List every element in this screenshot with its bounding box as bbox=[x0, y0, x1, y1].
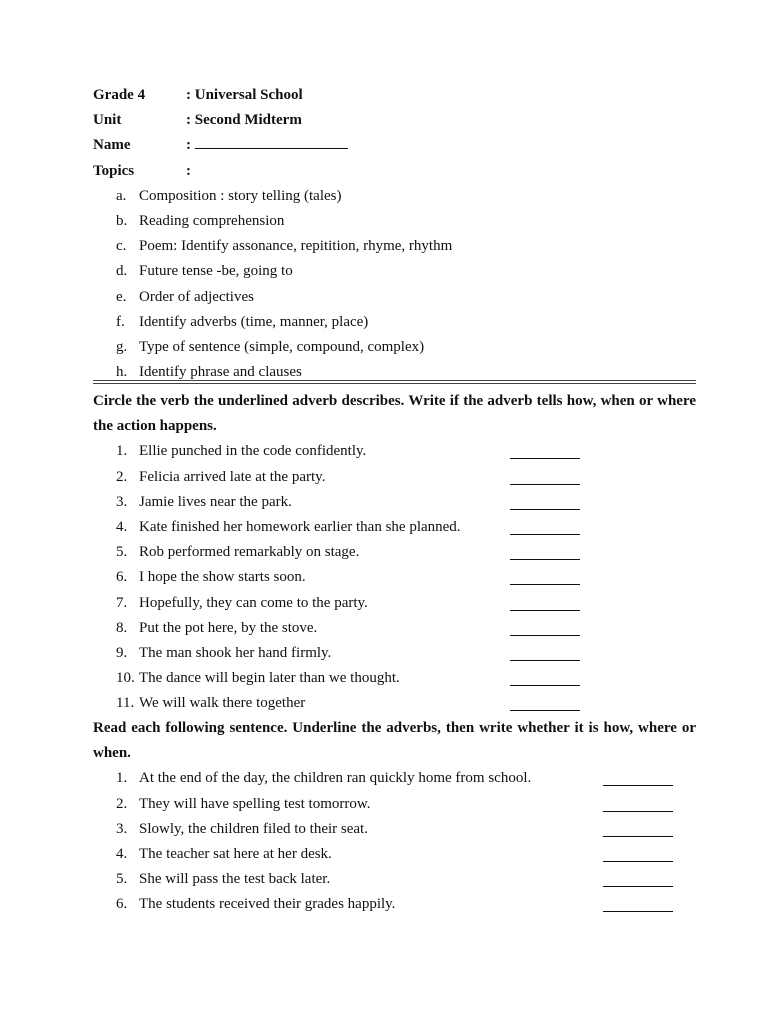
topics-colon: : bbox=[186, 162, 191, 179]
answer-blank[interactable] bbox=[510, 546, 580, 560]
topic-marker: d. bbox=[116, 263, 128, 280]
list-item bbox=[93, 335, 696, 360]
item-sentence: The students received their grades happily. bbox=[139, 896, 396, 913]
item-number: 1. bbox=[116, 443, 128, 460]
adverb-section-one bbox=[93, 389, 696, 716]
item-number: 3. bbox=[116, 820, 128, 837]
answer-blank[interactable] bbox=[603, 823, 673, 837]
list-item bbox=[93, 490, 696, 515]
item-sentence: The dance will begin later than we thought. bbox=[139, 670, 400, 687]
answer-blank[interactable] bbox=[510, 647, 580, 661]
list-item bbox=[93, 184, 696, 209]
answer-blank[interactable] bbox=[510, 697, 580, 711]
list-item bbox=[93, 234, 696, 259]
answer-blank[interactable] bbox=[510, 521, 580, 535]
list-item bbox=[93, 259, 696, 284]
header-row-topics bbox=[93, 159, 696, 184]
list-item bbox=[93, 892, 696, 917]
item-number: 5. bbox=[116, 544, 128, 561]
item-sentence: She will pass the test back later. bbox=[139, 871, 331, 888]
item-number: 11. bbox=[116, 695, 135, 712]
answer-blank[interactable] bbox=[510, 597, 580, 611]
school-value: : Universal School bbox=[186, 87, 303, 103]
item-sentence: Hopefully, they can come to the party. bbox=[139, 594, 368, 611]
topic-text: Poem: Identify assonance, repitition, rhyme, rhythm bbox=[139, 238, 453, 255]
name-blank-line[interactable] bbox=[195, 134, 348, 149]
item-number: 10. bbox=[116, 670, 135, 687]
topics-list bbox=[93, 184, 696, 386]
header-row-name bbox=[93, 133, 696, 158]
list-item bbox=[93, 792, 696, 817]
item-number: 4. bbox=[116, 845, 128, 862]
item-sentence: Put the pot here, by the stove. bbox=[139, 619, 318, 636]
list-item bbox=[93, 616, 696, 641]
list-item bbox=[93, 591, 696, 616]
grade-label: Grade 4 bbox=[93, 87, 146, 103]
item-sentence: The man shook her hand firmly. bbox=[139, 644, 332, 661]
item-sentence: Slowly, the children filed to their seat. bbox=[139, 820, 368, 837]
unit-value: : Second Midterm bbox=[186, 112, 302, 129]
header-block bbox=[93, 83, 696, 184]
answer-blank[interactable] bbox=[603, 798, 673, 812]
worksheet-page bbox=[93, 83, 696, 913]
list-item bbox=[93, 515, 696, 540]
item-number: 1. bbox=[116, 770, 128, 787]
topic-text: Type of sentence (simple, compound, complex) bbox=[139, 338, 425, 355]
topic-text: Identify adverbs (time, manner, place) bbox=[139, 313, 369, 330]
list-item bbox=[93, 439, 696, 464]
item-number: 6. bbox=[116, 569, 128, 586]
list-item bbox=[93, 842, 696, 867]
list-item bbox=[93, 565, 696, 590]
item-sentence: The teacher sat here at her desk. bbox=[139, 845, 332, 862]
adverb-section-two bbox=[93, 716, 696, 918]
list-item bbox=[93, 465, 696, 490]
answer-blank[interactable] bbox=[510, 571, 580, 585]
item-number: 4. bbox=[116, 518, 128, 535]
section-one-instructions: Circle the verb the underlined adverb describes. Write if the adverb tells how, when or where the action happens. bbox=[93, 393, 696, 435]
answer-blank[interactable] bbox=[603, 898, 673, 912]
list-item bbox=[93, 209, 696, 234]
item-sentence: Ellie punched in the code confidently. bbox=[139, 443, 367, 460]
item-sentence: Jamie lives near the park. bbox=[139, 493, 292, 510]
topic-text: Order of adjectives bbox=[139, 288, 254, 305]
item-number: 8. bbox=[116, 619, 128, 636]
item-sentence: Rob performed remarkably on stage. bbox=[139, 544, 360, 561]
answer-blank[interactable] bbox=[510, 471, 580, 485]
answer-blank[interactable] bbox=[510, 445, 580, 459]
item-sentence: I hope the show starts soon. bbox=[139, 569, 306, 586]
answer-blank[interactable] bbox=[510, 622, 580, 636]
topic-marker: e. bbox=[116, 288, 127, 305]
topic-marker: h. bbox=[116, 364, 128, 381]
name-colon: : bbox=[186, 137, 191, 154]
answer-blank[interactable] bbox=[603, 848, 673, 862]
unit-label: Unit bbox=[93, 112, 122, 129]
item-number: 2. bbox=[116, 795, 128, 812]
topic-marker: b. bbox=[116, 212, 128, 229]
list-item bbox=[93, 641, 696, 666]
topic-text: Composition : story telling (tales) bbox=[139, 187, 342, 204]
item-number: 9. bbox=[116, 644, 128, 661]
topics-label: Topics bbox=[93, 162, 135, 179]
item-sentence: We will walk there together bbox=[139, 695, 306, 712]
list-item bbox=[93, 817, 696, 842]
item-sentence: Felicia arrived late at the party. bbox=[139, 468, 326, 485]
list-item bbox=[93, 310, 696, 335]
answer-blank[interactable] bbox=[603, 873, 673, 887]
item-number: 5. bbox=[116, 871, 128, 888]
item-sentence: Kate finished her homework earlier than she planned. bbox=[139, 518, 461, 535]
name-label: Name bbox=[93, 137, 131, 154]
topic-text: Future tense -be, going to bbox=[139, 263, 293, 280]
section-divider bbox=[93, 380, 696, 381]
topic-marker: c. bbox=[116, 238, 127, 255]
list-item bbox=[93, 666, 696, 691]
answer-blank[interactable] bbox=[603, 772, 673, 786]
list-item bbox=[93, 766, 696, 791]
list-item bbox=[93, 285, 696, 310]
list-item bbox=[93, 540, 696, 565]
header-row-unit bbox=[93, 108, 696, 133]
list-item bbox=[93, 867, 696, 892]
header-row-grade bbox=[93, 83, 696, 108]
list-item bbox=[93, 691, 696, 716]
item-number: 3. bbox=[116, 493, 128, 510]
item-number: 7. bbox=[116, 594, 128, 611]
item-sentence: They will have spelling test tomorrow. bbox=[139, 795, 371, 812]
topic-text: Identify phrase and clauses bbox=[139, 364, 302, 381]
list-item bbox=[93, 360, 696, 385]
section-divider-secondary bbox=[93, 383, 696, 384]
answer-blank[interactable] bbox=[510, 496, 580, 510]
section-two-instructions: Read each following sentence. Underline the adverbs, then write whether it is how, where or when. bbox=[93, 720, 696, 762]
item-sentence: At the end of the day, the children ran quickly home from school. bbox=[139, 770, 532, 787]
topic-marker: g. bbox=[116, 338, 128, 355]
item-number: 2. bbox=[116, 468, 128, 485]
item-number: 6. bbox=[116, 896, 128, 913]
topic-text: Reading comprehension bbox=[139, 212, 285, 229]
answer-blank[interactable] bbox=[510, 672, 580, 686]
topic-marker: a. bbox=[116, 187, 127, 204]
name-value bbox=[186, 133, 348, 158]
topic-marker: f. bbox=[116, 313, 125, 330]
